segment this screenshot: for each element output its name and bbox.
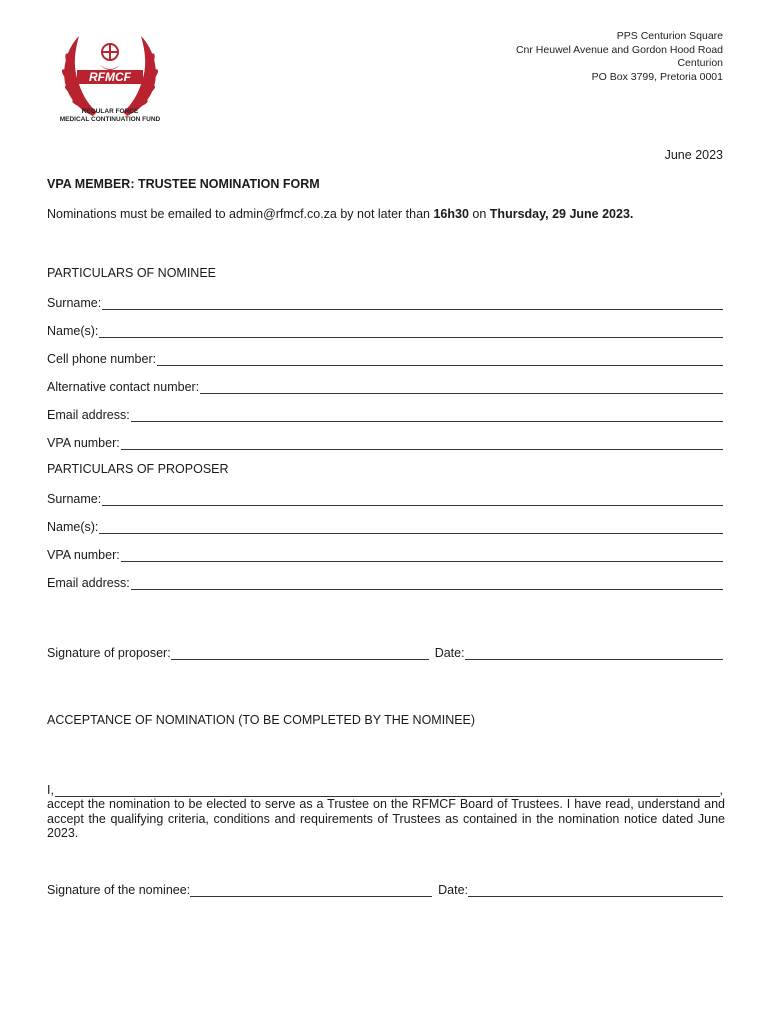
nominee-date-line[interactable]: [468, 885, 723, 897]
acceptance-heading: ACCEPTANCE OF NOMINATION (TO BE COMPLETED BY THE NOMINEE): [47, 713, 476, 727]
logo-subtitle: REGULAR FORCE MEDICAL CONTINUATION FUND: [59, 108, 161, 123]
nominee-email-field[interactable]: Email address:: [47, 406, 723, 422]
document-date: June 2023: [664, 148, 723, 162]
acceptance-name-field[interactable]: I, ,: [47, 783, 723, 797]
proposer-signature-row: [47, 644, 723, 660]
proposer-date-line[interactable]: [465, 648, 723, 660]
address-line: Centurion: [677, 57, 723, 69]
logo-wordmark: RFMCF: [77, 70, 143, 84]
nominee-date-label: Date:: [438, 883, 469, 897]
address-line: PO Box 3799, Pretoria 0001: [591, 70, 723, 83]
form-title: VPA MEMBER: TRUSTEE NOMINATION FORM: [47, 177, 320, 191]
proposer-heading: PARTICULARS OF PROPOSER: [47, 462, 229, 476]
address-line: Cnr Heuwel Avenue and Gordon Hood Road: [515, 43, 723, 56]
nominee-cell-field[interactable]: Cell phone number:: [47, 350, 723, 366]
address-line: PPS Centurion Square: [616, 30, 723, 42]
nominee-vpa-field[interactable]: VPA number:: [47, 434, 723, 450]
proposer-names-field[interactable]: Name(s):: [47, 518, 723, 534]
proposer-signature-line[interactable]: [171, 648, 429, 660]
submission-note: Nominations must be emailed to admin@rfmcf.co.za by not later than 16h30 on Thursday, 29 June 2023.: [47, 207, 634, 221]
nominee-signature-label: Signature of the nominee:: [47, 883, 191, 897]
nominee-signature-line[interactable]: [190, 885, 432, 897]
proposer-date-label: Date:: [434, 646, 465, 660]
nominee-alt-contact-field[interactable]: Alternative contact number:: [47, 378, 723, 394]
nominee-names-field[interactable]: Name(s):: [47, 322, 723, 338]
proposer-email-field[interactable]: Email address:: [47, 574, 723, 590]
proposer-surname-field[interactable]: Surname:: [47, 490, 723, 506]
nominee-surname-field[interactable]: Surname:: [47, 294, 723, 310]
nominee-heading: PARTICULARS OF NOMINEE: [47, 266, 217, 280]
acceptance-statement: accept the nomination to be elected to serve as a Trustee on the RFMCF Board of Trustees. I have read, understand and accept the qualifying criteria, conditions and requirements of Trustees as contained in the nomination notice dated June 2023.: [47, 797, 725, 840]
proposer-signature-label: Signature of proposer:: [47, 646, 171, 660]
nominee-signature-row: [47, 881, 723, 897]
letterhead-address: [516, 30, 723, 84]
proposer-vpa-field[interactable]: VPA number:: [47, 546, 723, 562]
